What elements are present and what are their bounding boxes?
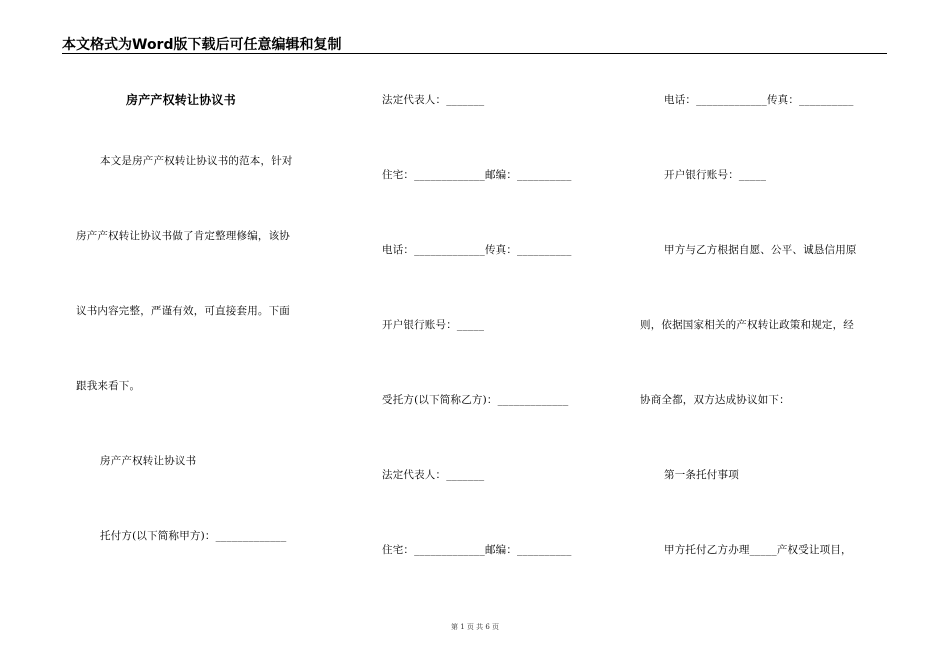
- form-field-line: 受托方(以下简称乙方)：_____________: [382, 394, 569, 406]
- form-field-line: 开户银行账号：_____: [664, 169, 767, 181]
- paragraph-line: 协商全都，双方达成协议如下：: [640, 394, 790, 406]
- form-field-line: 托付方(以下简称甲方)：_____________: [100, 530, 287, 542]
- paragraph-line: 本文是房产产权转让协议书的范本，针对: [100, 155, 293, 167]
- form-field-line: 电话：_____________传真：__________: [382, 244, 572, 256]
- paragraph-line: 甲方与乙方根据自愿、公平、诚恳信用原: [664, 244, 857, 256]
- form-field-line: 法定代表人：_______: [382, 469, 485, 481]
- header-title: 本文格式为Word版下载后可任意编辑和复制: [62, 37, 342, 53]
- paragraph-line: 跟我来看下。: [76, 380, 141, 392]
- form-field-line: 开户银行账号：_____: [382, 319, 485, 331]
- section-heading: 房产产权转让协议书: [100, 455, 197, 467]
- paragraph-line: 则，依据国家相关的产权转让政策和规定，经: [640, 319, 854, 331]
- form-field-line: 住宅：_____________邮编：__________: [382, 544, 572, 556]
- section-heading: 第一条托付事项: [664, 469, 739, 481]
- form-field-line: 电话：_____________传真：__________: [664, 94, 854, 106]
- document-title: 房产产权转让协议书: [126, 93, 236, 107]
- paragraph-line: 议书内容完整，严谨有效，可直接套用。下面: [76, 305, 290, 317]
- form-field-line: 住宅：_____________邮编：__________: [382, 169, 572, 181]
- form-field-line: 法定代表人：_______: [382, 94, 485, 106]
- header-divider: [62, 53, 887, 54]
- page-number: 第 1 页 共 6 页: [450, 623, 500, 631]
- paragraph-line: 甲方托付乙方办理_____产权受让项目，: [664, 544, 852, 556]
- paragraph-line: 房产产权转让协议书做了肯定整理修编，该协: [76, 230, 290, 242]
